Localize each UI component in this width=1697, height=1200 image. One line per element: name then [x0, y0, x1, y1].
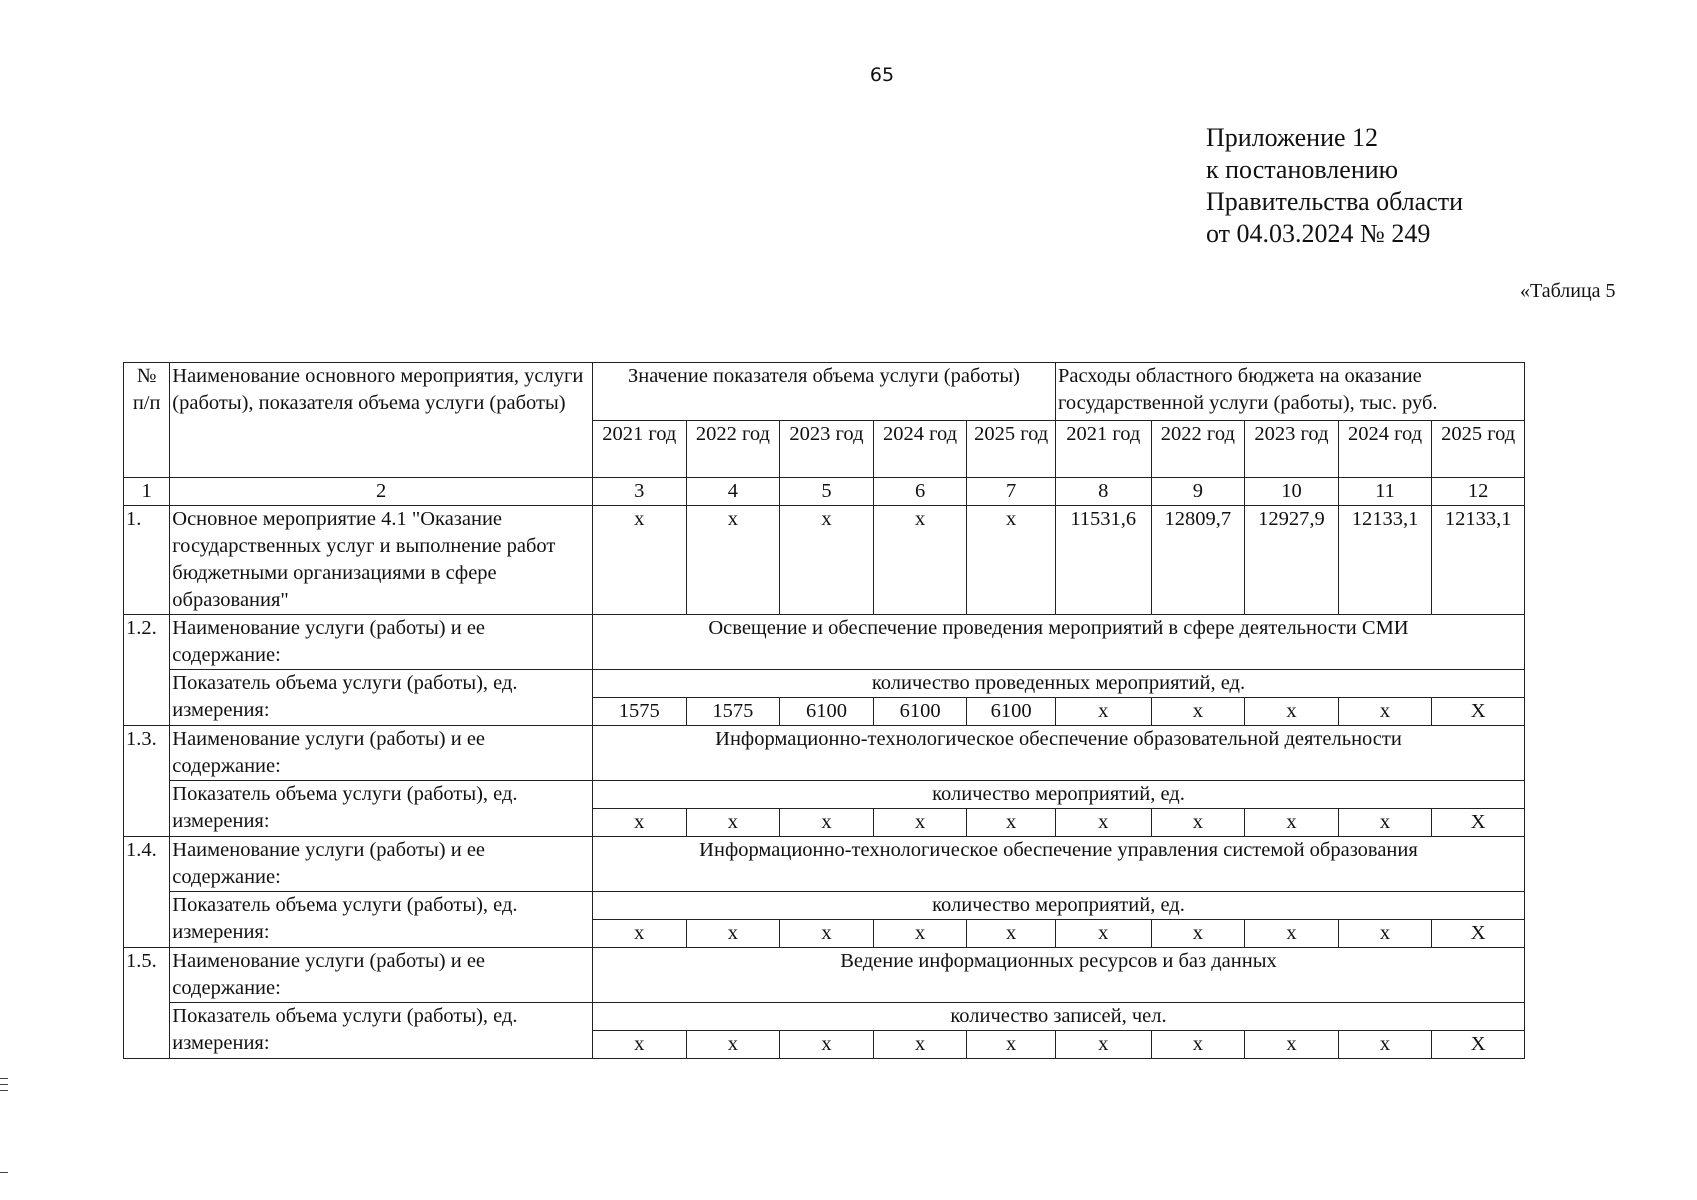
indicator-row [124, 781, 1525, 809]
value-cell: х [1151, 698, 1245, 726]
service-label: Наименование услуги (работы) и ее содержание: [170, 615, 593, 670]
value-cell: х [686, 920, 780, 948]
value-cell: х [1245, 920, 1339, 948]
header-year-expense-2024: 2024 год [1338, 420, 1432, 478]
scan-mark-left [0, 1084, 8, 1085]
main-event-name: Основное мероприятие 4.1 "Оказание государственных услуг и выполнение работ бюджетными организациями в сфере образования" [170, 506, 593, 615]
indicator-row [124, 1003, 1525, 1031]
column-number-cell: 10 [1245, 478, 1339, 506]
indicator-name: количество записей, чел. [592, 1003, 1524, 1031]
value-cell: 12809,7 [1151, 506, 1245, 615]
value-cell: х [1338, 698, 1432, 726]
value-cell: Х [1432, 809, 1525, 837]
value-cell: х [592, 506, 686, 615]
value-cell: х [1151, 809, 1245, 837]
service-row [124, 837, 1525, 892]
value-cell: х [1338, 920, 1432, 948]
row-number: 1.5. [124, 948, 170, 1059]
service-name: Информационно-технологическое обеспечение образовательной деятельности [592, 726, 1524, 781]
value-cell: х [873, 1031, 967, 1059]
header-year-volume-2021: 2021 год [592, 420, 686, 478]
value-cell: х [592, 1031, 686, 1059]
appendix-line: от 04.03.2024 № 249 [1206, 219, 1431, 248]
row-number: 1. [124, 506, 170, 615]
column-number-cell: 3 [592, 478, 686, 506]
appendix-block [1206, 122, 1463, 250]
column-numbers-row [124, 478, 1525, 506]
indicator-label: Показатель объема услуги (работы), ед. измерения: [170, 1003, 593, 1059]
column-number-cell: 1 [124, 478, 170, 506]
header-year-volume-2022: 2022 год [686, 420, 780, 478]
indicator-name: количество мероприятий, ед. [592, 781, 1524, 809]
value-cell: х [686, 506, 780, 615]
header-year-volume-2024: 2024 год [873, 420, 967, 478]
row-number: 1.3. [124, 726, 170, 837]
table-caption: «Таблица 5 [1520, 280, 1616, 302]
service-label: Наименование услуги (работы) и ее содержание: [170, 948, 593, 1003]
value-cell: х [873, 809, 967, 837]
value-cell: х [592, 920, 686, 948]
value-cell: х [592, 809, 686, 837]
row-number: 1.2. [124, 615, 170, 726]
value-cell: 12133,1 [1432, 506, 1525, 615]
column-number-cell: 5 [780, 478, 874, 506]
service-name: Ведение информационных ресурсов и баз данных [592, 948, 1524, 1003]
value-cell: х [967, 920, 1056, 948]
value-cell: х [1151, 920, 1245, 948]
page-number: 65 [869, 64, 895, 86]
column-number-cell: 9 [1151, 478, 1245, 506]
scan-mark-left [0, 1172, 8, 1173]
value-cell: х [873, 920, 967, 948]
header-year-expense-2025: 2025 год [1432, 420, 1525, 478]
value-cell: 12927,9 [1245, 506, 1339, 615]
service-row [124, 948, 1525, 1003]
header-expense-group: Расходы областного бюджета на оказание государственной услуги (работы), тыс. руб. [1055, 363, 1524, 421]
value-cell: х [686, 1031, 780, 1059]
service-row [124, 615, 1525, 670]
header-year-volume-2025: 2025 год [967, 420, 1056, 478]
column-number-cell: 8 [1055, 478, 1151, 506]
value-cell: х [780, 920, 874, 948]
service-name: Информационно-технологическое обеспечение управления системой образования [592, 837, 1524, 892]
service-name: Освещение и обеспечение проведения мероприятий в сфере деятельности СМИ [592, 615, 1524, 670]
value-cell: 11531,6 [1055, 506, 1151, 615]
value-cell: х [1245, 809, 1339, 837]
header-volume-group: Значение показателя объема услуги (работы) [592, 363, 1055, 421]
value-cell: 1575 [592, 698, 686, 726]
value-cell: 6100 [873, 698, 967, 726]
value-cell: Х [1432, 920, 1525, 948]
appendix-line: Правительства области [1206, 187, 1464, 216]
header-year-expense-2021: 2021 год [1055, 420, 1151, 478]
value-cell: х [686, 809, 780, 837]
scan-mark-left [0, 1090, 8, 1091]
indicator-name: количество мероприятий, ед. [592, 892, 1524, 920]
column-number-cell: 7 [967, 478, 1056, 506]
row-number: 1.4. [124, 837, 170, 948]
value-cell: х [1151, 1031, 1245, 1059]
header-num: № п/п [124, 363, 170, 478]
value-cell: х [967, 1031, 1056, 1059]
service-label: Наименование услуги (работы) и ее содержание: [170, 726, 593, 781]
column-number-cell: 11 [1338, 478, 1432, 506]
value-cell: х [967, 506, 1056, 615]
indicator-row [124, 670, 1525, 698]
table-body [124, 363, 1525, 1059]
header-year-volume-2023: 2023 год [780, 420, 874, 478]
header-year-expense-2023: 2023 год [1245, 420, 1339, 478]
value-cell: х [1245, 698, 1339, 726]
column-number-cell: 4 [686, 478, 780, 506]
value-cell: х [780, 1031, 874, 1059]
appendix-line: к постановлению [1206, 155, 1399, 184]
value-cell: х [1338, 1031, 1432, 1059]
scan-mark-left [0, 1078, 8, 1079]
indicator-label: Показатель объема услуги (работы), ед. измерения: [170, 892, 593, 948]
data-table [123, 362, 1525, 1059]
header-year-expense-2022: 2022 год [1151, 420, 1245, 478]
value-cell: 12133,1 [1338, 506, 1432, 615]
value-cell: х [1245, 1031, 1339, 1059]
header-name: Наименование основного мероприятия, услуги (работы), показателя объема услуги (работы) [170, 363, 593, 478]
indicator-label: Показатель объема услуги (работы), ед. измерения: [170, 670, 593, 726]
value-cell: х [1055, 920, 1151, 948]
column-number-cell: 6 [873, 478, 967, 506]
column-number-cell: 2 [170, 478, 593, 506]
service-row [124, 726, 1525, 781]
indicator-name: количество проведенных мероприятий, ед. [592, 670, 1524, 698]
value-cell: 1575 [686, 698, 780, 726]
main-event-row [124, 506, 1525, 615]
value-cell: х [1055, 1031, 1151, 1059]
value-cell: х [780, 809, 874, 837]
appendix-line: Приложение 12 [1206, 123, 1379, 152]
header-row [124, 363, 1525, 421]
value-cell: х [967, 809, 1056, 837]
indicator-row [124, 892, 1525, 920]
value-cell: Х [1432, 1031, 1525, 1059]
value-cell: 6100 [967, 698, 1056, 726]
value-cell: 6100 [780, 698, 874, 726]
value-cell: х [780, 506, 874, 615]
service-label: Наименование услуги (работы) и ее содержание: [170, 837, 593, 892]
value-cell: х [1055, 809, 1151, 837]
value-cell: х [1338, 809, 1432, 837]
indicator-label: Показатель объема услуги (работы), ед. измерения: [170, 781, 593, 837]
value-cell: х [873, 506, 967, 615]
value-cell: Х [1432, 698, 1525, 726]
value-cell: х [1055, 698, 1151, 726]
column-number-cell: 12 [1432, 478, 1525, 506]
